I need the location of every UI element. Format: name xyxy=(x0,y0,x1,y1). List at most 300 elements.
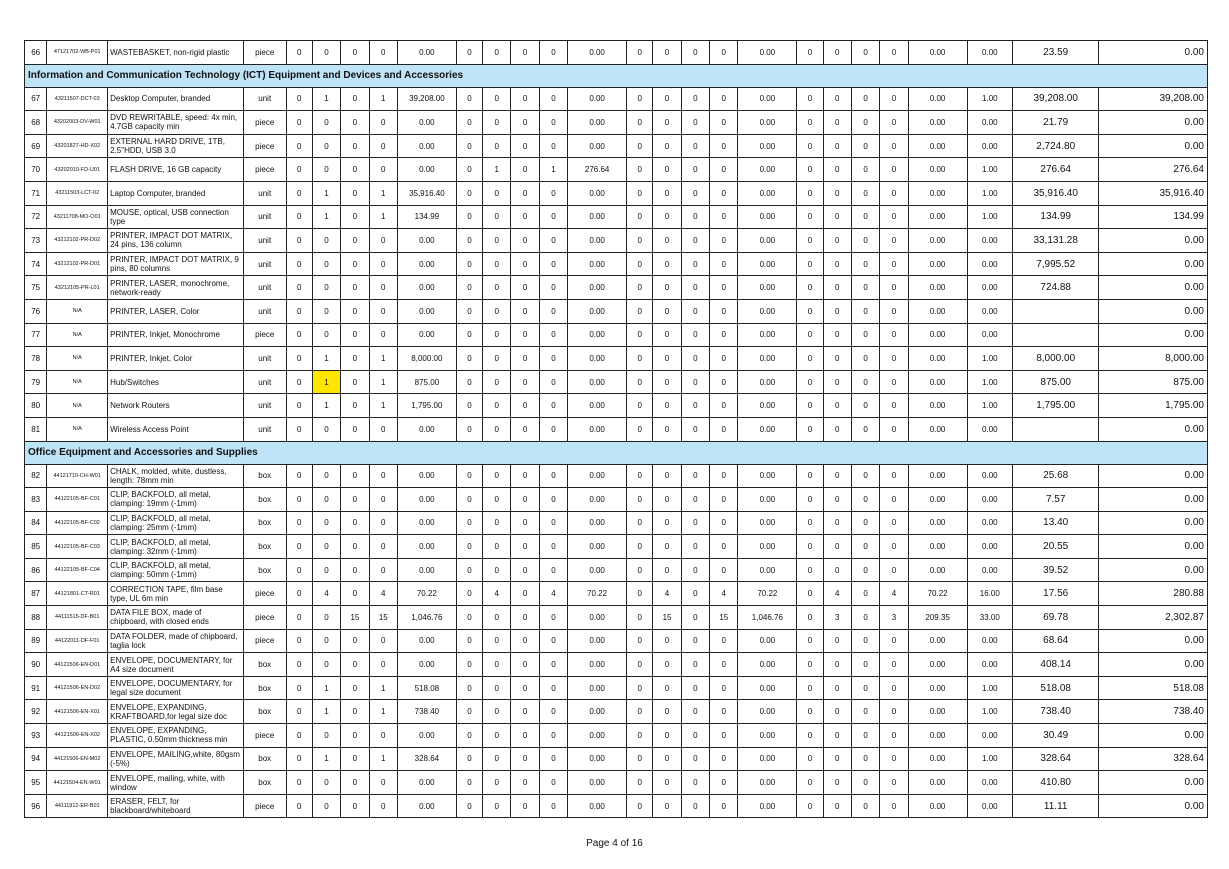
q3-qty-1: 0 xyxy=(627,558,653,582)
q2-qty-2: 0 xyxy=(483,87,511,111)
q1-qty-2: 0 xyxy=(312,464,340,488)
q2-qty-2: 0 xyxy=(483,205,511,229)
q1-qty-1: 0 xyxy=(286,653,312,677)
q3-qty-4: 0 xyxy=(710,771,738,795)
q3-qty-3: 0 xyxy=(681,205,709,229)
total-amount: 35,916.40 xyxy=(1099,181,1208,205)
q4-qty-3: 0 xyxy=(851,464,879,488)
item-unit: unit xyxy=(243,181,286,205)
q1-qty-4: 1 xyxy=(369,370,397,394)
q2-amount: 276.64 xyxy=(568,158,627,182)
q2-qty-3: 0 xyxy=(511,134,539,158)
total-quantity: 1.00 xyxy=(967,205,1013,229)
q2-qty-1: 0 xyxy=(456,158,482,182)
unit-price: 2,724.80 xyxy=(1013,134,1099,158)
q4-qty-1: 0 xyxy=(797,323,823,347)
unit-price xyxy=(1013,299,1099,323)
q3-qty-2: 0 xyxy=(653,464,681,488)
item-unit: unit xyxy=(243,205,286,229)
q2-amount: 0.00 xyxy=(568,464,627,488)
q4-qty-4: 3 xyxy=(880,606,908,630)
q4-qty-2: 0 xyxy=(823,535,851,559)
table-row xyxy=(25,111,1208,135)
q2-qty-1: 0 xyxy=(456,111,482,135)
q4-qty-3: 0 xyxy=(851,724,879,748)
q1-qty-1: 0 xyxy=(286,347,312,371)
q3-amount: 0.00 xyxy=(738,417,797,441)
q1-qty-4: 0 xyxy=(369,794,397,818)
q1-amount: 0.00 xyxy=(397,558,456,582)
item-number: 78 xyxy=(25,347,47,371)
q2-amount: 0.00 xyxy=(568,87,627,111)
q2-qty-3: 0 xyxy=(511,511,539,535)
q2-qty-1: 0 xyxy=(456,676,482,700)
item-code: N/A xyxy=(47,323,108,347)
q4-qty-2: 0 xyxy=(823,676,851,700)
q4-amount: 0.00 xyxy=(908,252,967,276)
q3-amount: 0.00 xyxy=(738,794,797,818)
table-row xyxy=(25,229,1208,253)
item-unit: box xyxy=(243,747,286,771)
q4-qty-1: 0 xyxy=(797,299,823,323)
unit-price: 410.80 xyxy=(1013,771,1099,795)
q4-qty-1: 0 xyxy=(797,747,823,771)
q1-qty-4: 1 xyxy=(369,676,397,700)
q3-amount: 0.00 xyxy=(738,41,797,65)
q1-qty-4: 0 xyxy=(369,229,397,253)
section-title: Office Equipment and Accessories and Supplies xyxy=(25,441,1208,464)
item-code: 44121504-EN-W01 xyxy=(47,771,108,795)
q4-qty-2: 0 xyxy=(823,511,851,535)
item-description: Desktop Computer, branded xyxy=(108,87,244,111)
q1-qty-3: 0 xyxy=(341,229,369,253)
table-row xyxy=(25,134,1208,158)
q2-amount: 0.00 xyxy=(568,488,627,512)
q3-qty-3: 0 xyxy=(681,794,709,818)
unit-price: 39,208.00 xyxy=(1013,87,1099,111)
unit-price: 25.68 xyxy=(1013,464,1099,488)
q1-qty-3: 0 xyxy=(341,181,369,205)
item-number: 88 xyxy=(25,606,47,630)
item-description: EXTERNAL HARD DRIVE, 1TB, 2.5"HDD, USB 3.0 xyxy=(108,134,244,158)
q1-qty-2: 0 xyxy=(312,606,340,630)
total-quantity: 1.00 xyxy=(967,676,1013,700)
q4-qty-4: 0 xyxy=(880,511,908,535)
item-number: 79 xyxy=(25,370,47,394)
item-code: 43211503-LCT-02 xyxy=(47,181,108,205)
q1-qty-2: 1 xyxy=(312,370,340,394)
q1-qty-3: 0 xyxy=(341,370,369,394)
unit-price: 39.52 xyxy=(1013,558,1099,582)
q1-qty-4: 0 xyxy=(369,41,397,65)
q4-qty-1: 0 xyxy=(797,181,823,205)
total-amount: 280.88 xyxy=(1099,582,1208,606)
q2-qty-2: 0 xyxy=(483,794,511,818)
item-code: N/A xyxy=(47,370,108,394)
q3-qty-1: 0 xyxy=(627,299,653,323)
q3-amount: 0.00 xyxy=(738,629,797,653)
q1-qty-4: 0 xyxy=(369,535,397,559)
item-description: CLIP, BACKFOLD, all metal, clamping: 25mm (-1mm) xyxy=(108,511,244,535)
q2-qty-3: 0 xyxy=(511,606,539,630)
table-row xyxy=(25,535,1208,559)
q1-qty-2: 4 xyxy=(312,582,340,606)
q3-qty-1: 0 xyxy=(627,724,653,748)
q4-qty-2: 0 xyxy=(823,724,851,748)
q3-amount: 0.00 xyxy=(738,771,797,795)
q3-qty-1: 0 xyxy=(627,606,653,630)
item-unit: piece xyxy=(243,111,286,135)
q3-qty-2: 0 xyxy=(653,111,681,135)
q4-amount: 0.00 xyxy=(908,653,967,677)
item-unit: piece xyxy=(243,724,286,748)
q3-qty-2: 0 xyxy=(653,229,681,253)
total-quantity: 1.00 xyxy=(967,700,1013,724)
item-unit: piece xyxy=(243,158,286,182)
q2-qty-1: 0 xyxy=(456,629,482,653)
q1-qty-1: 0 xyxy=(286,181,312,205)
total-quantity: 0.00 xyxy=(967,134,1013,158)
q3-amount: 0.00 xyxy=(738,747,797,771)
q2-qty-3: 0 xyxy=(511,323,539,347)
q1-amount: 328.64 xyxy=(397,747,456,771)
q4-qty-3: 0 xyxy=(851,417,879,441)
item-description: ERASER, FELT, for blackboard/whiteboard xyxy=(108,794,244,818)
total-amount: 0.00 xyxy=(1099,276,1208,300)
q3-qty-1: 0 xyxy=(627,464,653,488)
unit-price: 518.08 xyxy=(1013,676,1099,700)
total-quantity: 0.00 xyxy=(967,488,1013,512)
item-number: 82 xyxy=(25,464,47,488)
unit-price: 7.57 xyxy=(1013,488,1099,512)
total-amount: 0.00 xyxy=(1099,629,1208,653)
unit-price: 23.59 xyxy=(1013,41,1099,65)
q2-qty-1: 0 xyxy=(456,41,482,65)
q1-qty-4: 0 xyxy=(369,323,397,347)
q2-amount: 0.00 xyxy=(568,558,627,582)
q4-qty-2: 0 xyxy=(823,771,851,795)
table-row xyxy=(25,252,1208,276)
item-number: 90 xyxy=(25,653,47,677)
q1-qty-4: 0 xyxy=(369,629,397,653)
q1-amount: 0.00 xyxy=(397,252,456,276)
q3-qty-4: 0 xyxy=(710,229,738,253)
q1-qty-1: 0 xyxy=(286,747,312,771)
q4-qty-2: 0 xyxy=(823,299,851,323)
q2-qty-1: 0 xyxy=(456,511,482,535)
item-description: DVD REWRITABLE, speed: 4x min, 4.7GB capacity min xyxy=(108,111,244,135)
q3-amount: 0.00 xyxy=(738,511,797,535)
total-quantity: 0.00 xyxy=(967,464,1013,488)
table-row xyxy=(25,558,1208,582)
item-description: ENVELOPE, EXPANDING, PLASTIC, 0.50mm thickness min xyxy=(108,724,244,748)
q4-qty-3: 0 xyxy=(851,629,879,653)
total-quantity: 1.00 xyxy=(967,181,1013,205)
table-row xyxy=(25,700,1208,724)
q4-amount: 0.00 xyxy=(908,700,967,724)
q2-qty-2: 0 xyxy=(483,535,511,559)
q4-qty-4: 4 xyxy=(880,582,908,606)
q1-qty-3: 0 xyxy=(341,87,369,111)
total-quantity: 0.00 xyxy=(967,653,1013,677)
q3-qty-4: 0 xyxy=(710,134,738,158)
q1-qty-3: 0 xyxy=(341,535,369,559)
total-amount: 0.00 xyxy=(1099,323,1208,347)
q1-amount: 1,046.76 xyxy=(397,606,456,630)
q1-qty-3: 0 xyxy=(341,417,369,441)
unit-price: 13.40 xyxy=(1013,511,1099,535)
item-description: ENVELOPE, mailing, white, with window xyxy=(108,771,244,795)
item-unit: box xyxy=(243,558,286,582)
q2-qty-1: 0 xyxy=(456,181,482,205)
q2-qty-4: 0 xyxy=(539,323,567,347)
section-header-row xyxy=(25,64,1208,87)
q4-qty-4: 0 xyxy=(880,205,908,229)
q2-qty-3: 0 xyxy=(511,394,539,418)
q4-qty-4: 0 xyxy=(880,771,908,795)
item-code: 43202010-FD-U01 xyxy=(47,158,108,182)
q4-qty-4: 0 xyxy=(880,676,908,700)
item-description: DATA FILE BOX, made of chipboard, with closed ends xyxy=(108,606,244,630)
q1-qty-1: 0 xyxy=(286,134,312,158)
item-number: 73 xyxy=(25,229,47,253)
q3-qty-4: 0 xyxy=(710,464,738,488)
q1-qty-2: 1 xyxy=(312,676,340,700)
q2-qty-4: 0 xyxy=(539,252,567,276)
q4-qty-3: 0 xyxy=(851,511,879,535)
q2-qty-2: 0 xyxy=(483,181,511,205)
q3-amount: 0.00 xyxy=(738,134,797,158)
q2-qty-3: 0 xyxy=(511,229,539,253)
table-row xyxy=(25,370,1208,394)
q2-qty-3: 0 xyxy=(511,41,539,65)
q3-qty-4: 0 xyxy=(710,276,738,300)
q2-qty-1: 0 xyxy=(456,794,482,818)
q3-qty-4: 0 xyxy=(710,252,738,276)
q4-amount: 0.00 xyxy=(908,87,967,111)
unit-price: 68.64 xyxy=(1013,629,1099,653)
q3-qty-1: 0 xyxy=(627,41,653,65)
item-code: 44122105-BF-C04 xyxy=(47,558,108,582)
q4-qty-4: 0 xyxy=(880,299,908,323)
item-code: 44111912-ER-B01 xyxy=(47,794,108,818)
q4-amount: 0.00 xyxy=(908,41,967,65)
item-description: Wireless Access Point xyxy=(108,417,244,441)
q3-qty-2: 0 xyxy=(653,394,681,418)
q2-qty-2: 0 xyxy=(483,653,511,677)
total-quantity: 0.00 xyxy=(967,771,1013,795)
procurement-sheet xyxy=(24,40,1208,818)
q4-amount: 0.00 xyxy=(908,276,967,300)
q3-qty-2: 0 xyxy=(653,724,681,748)
q4-qty-3: 0 xyxy=(851,582,879,606)
q4-amount: 0.00 xyxy=(908,676,967,700)
item-unit: unit xyxy=(243,276,286,300)
q4-qty-2: 0 xyxy=(823,747,851,771)
q1-qty-3: 0 xyxy=(341,629,369,653)
q2-qty-2: 0 xyxy=(483,676,511,700)
q2-qty-1: 0 xyxy=(456,205,482,229)
q4-qty-3: 0 xyxy=(851,347,879,371)
q2-qty-1: 0 xyxy=(456,417,482,441)
q1-qty-3: 0 xyxy=(341,676,369,700)
total-quantity: 1.00 xyxy=(967,747,1013,771)
table-row xyxy=(25,606,1208,630)
q1-qty-3: 0 xyxy=(341,158,369,182)
unit-price: 8,000.00 xyxy=(1013,347,1099,371)
q1-qty-4: 0 xyxy=(369,158,397,182)
q2-qty-4: 0 xyxy=(539,700,567,724)
q2-qty-3: 0 xyxy=(511,653,539,677)
item-unit: unit xyxy=(243,299,286,323)
q3-qty-4: 0 xyxy=(710,558,738,582)
q4-qty-1: 0 xyxy=(797,558,823,582)
q3-qty-2: 0 xyxy=(653,299,681,323)
total-amount: 276.64 xyxy=(1099,158,1208,182)
q4-qty-3: 0 xyxy=(851,205,879,229)
unit-price: 17.56 xyxy=(1013,582,1099,606)
q4-amount: 0.00 xyxy=(908,181,967,205)
item-number: 92 xyxy=(25,700,47,724)
item-number: 66 xyxy=(25,41,47,65)
q4-qty-4: 0 xyxy=(880,181,908,205)
q4-qty-3: 0 xyxy=(851,606,879,630)
item-unit: box xyxy=(243,676,286,700)
q1-amount: 0.00 xyxy=(397,464,456,488)
q4-qty-1: 0 xyxy=(797,511,823,535)
q2-qty-2: 4 xyxy=(483,582,511,606)
q2-qty-1: 0 xyxy=(456,582,482,606)
item-unit: piece xyxy=(243,606,286,630)
item-code: 44121506-EN-D01 xyxy=(47,653,108,677)
q1-qty-2: 0 xyxy=(312,488,340,512)
q4-qty-1: 0 xyxy=(797,700,823,724)
q3-qty-1: 0 xyxy=(627,229,653,253)
q2-qty-1: 0 xyxy=(456,87,482,111)
q3-qty-4: 0 xyxy=(710,653,738,677)
total-quantity: 0.00 xyxy=(967,794,1013,818)
q4-qty-2: 4 xyxy=(823,582,851,606)
q4-qty-1: 0 xyxy=(797,41,823,65)
item-unit: box xyxy=(243,653,286,677)
total-quantity: 1.00 xyxy=(967,394,1013,418)
q2-qty-4: 1 xyxy=(539,158,567,182)
total-quantity: 1.00 xyxy=(967,347,1013,371)
item-description: CHALK, molded, white, dustless, length: 78mm min xyxy=(108,464,244,488)
q4-qty-2: 0 xyxy=(823,653,851,677)
q2-qty-1: 0 xyxy=(456,323,482,347)
q4-amount: 0.00 xyxy=(908,511,967,535)
q3-qty-2: 0 xyxy=(653,535,681,559)
q3-qty-3: 0 xyxy=(681,87,709,111)
item-code: 44121506-EN-X01 xyxy=(47,700,108,724)
q4-qty-1: 0 xyxy=(797,794,823,818)
total-amount: 0.00 xyxy=(1099,252,1208,276)
table-row xyxy=(25,511,1208,535)
q3-qty-4: 0 xyxy=(710,488,738,512)
q4-amount: 0.00 xyxy=(908,370,967,394)
table-row xyxy=(25,676,1208,700)
q1-qty-2: 0 xyxy=(312,653,340,677)
q1-qty-3: 0 xyxy=(341,323,369,347)
items-table-body xyxy=(25,41,1208,818)
q4-qty-4: 0 xyxy=(880,87,908,111)
q3-qty-1: 0 xyxy=(627,205,653,229)
item-code: 43202003-DV-W01 xyxy=(47,111,108,135)
item-code: 43201827-HD-X02 xyxy=(47,134,108,158)
unit-price xyxy=(1013,417,1099,441)
q3-qty-2: 0 xyxy=(653,347,681,371)
q3-amount: 0.00 xyxy=(738,276,797,300)
q4-qty-3: 0 xyxy=(851,181,879,205)
q4-amount: 0.00 xyxy=(908,794,967,818)
table-row xyxy=(25,347,1208,371)
unit-price: 20.55 xyxy=(1013,535,1099,559)
q1-qty-4: 1 xyxy=(369,181,397,205)
q4-qty-2: 0 xyxy=(823,794,851,818)
item-unit: unit xyxy=(243,347,286,371)
q1-qty-3: 0 xyxy=(341,582,369,606)
q4-qty-2: 0 xyxy=(823,558,851,582)
q3-qty-1: 0 xyxy=(627,252,653,276)
q2-qty-2: 0 xyxy=(483,111,511,135)
q1-amount: 0.00 xyxy=(397,299,456,323)
q1-amount: 0.00 xyxy=(397,724,456,748)
q1-qty-4: 0 xyxy=(369,511,397,535)
q3-qty-4: 0 xyxy=(710,111,738,135)
q3-qty-2: 0 xyxy=(653,417,681,441)
item-code: 44121506-EN-D02 xyxy=(47,676,108,700)
q3-qty-2: 0 xyxy=(653,558,681,582)
q2-qty-1: 0 xyxy=(456,724,482,748)
q2-qty-3: 0 xyxy=(511,347,539,371)
unit-price: 33,131.28 xyxy=(1013,229,1099,253)
item-description: CORRECTION TAPE, film base type, UL 6m min xyxy=(108,582,244,606)
q3-qty-4: 0 xyxy=(710,394,738,418)
q1-amount: 1,795.00 xyxy=(397,394,456,418)
q3-qty-4: 0 xyxy=(710,181,738,205)
q2-qty-2: 0 xyxy=(483,724,511,748)
q1-qty-2: 0 xyxy=(312,158,340,182)
q1-qty-4: 1 xyxy=(369,347,397,371)
q2-amount: 0.00 xyxy=(568,676,627,700)
q1-qty-1: 0 xyxy=(286,771,312,795)
item-unit: box xyxy=(243,464,286,488)
q3-qty-1: 0 xyxy=(627,511,653,535)
q3-qty-2: 0 xyxy=(653,700,681,724)
item-unit: unit xyxy=(243,229,286,253)
q1-qty-3: 0 xyxy=(341,700,369,724)
q4-qty-4: 0 xyxy=(880,747,908,771)
q3-qty-4: 4 xyxy=(710,582,738,606)
q4-qty-4: 0 xyxy=(880,41,908,65)
q3-amount: 70.22 xyxy=(738,582,797,606)
q4-qty-2: 0 xyxy=(823,205,851,229)
item-number: 96 xyxy=(25,794,47,818)
unit-price: 1,795.00 xyxy=(1013,394,1099,418)
q3-qty-2: 4 xyxy=(653,582,681,606)
q1-qty-4: 0 xyxy=(369,299,397,323)
q3-qty-1: 0 xyxy=(627,676,653,700)
q4-qty-4: 0 xyxy=(880,724,908,748)
unit-price: 69.78 xyxy=(1013,606,1099,630)
q3-qty-3: 0 xyxy=(681,111,709,135)
q4-qty-3: 0 xyxy=(851,323,879,347)
item-number: 70 xyxy=(25,158,47,182)
total-amount: 0.00 xyxy=(1099,724,1208,748)
q3-qty-1: 0 xyxy=(627,87,653,111)
q4-qty-1: 0 xyxy=(797,653,823,677)
